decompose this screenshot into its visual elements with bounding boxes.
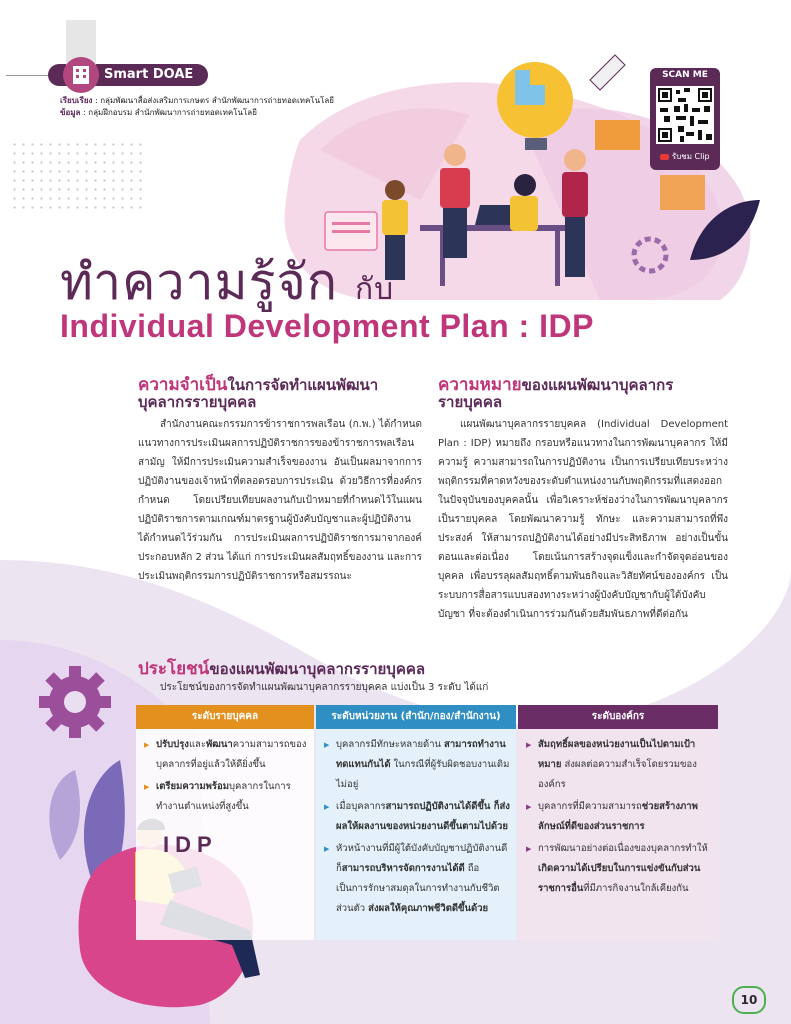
header-rule: [6, 75, 48, 76]
qr-code[interactable]: [656, 86, 714, 144]
list-item: ▶ เตรียมความพร้อมบุคลากรในการทำงานตำแหน่งที่สูงขึ้น: [144, 777, 308, 817]
section-meaning-title: [438, 377, 738, 411]
benefit-column-individual: [136, 705, 314, 940]
list-item: ▶ สัมฤทธิ์ผลของหน่วยงานเป็นไปตามเป้าหมาย ส่งผลต่อความสำเร็จโดยรวมขององค์กร: [526, 735, 712, 795]
play-icon: [660, 154, 669, 160]
title-rest: ของแผนพัฒนาบุคลากร: [521, 376, 674, 394]
title-small: กับ: [354, 272, 395, 307]
list-item: ▶ เมื่อบุคลากรสามารถปฏิบัติงานได้ดีขึ้น ก็ส่งผลให้ผลงานของหน่วยงานดีขึ้นตามไปด้วย: [324, 797, 510, 837]
dot-pattern: [10, 140, 145, 210]
column-body: [316, 729, 516, 927]
page-title-english: Individual Development Plan : IDP: [60, 308, 594, 344]
column-header: ระดับหน่วยงาน (สำนัก/กอง/สำนักงาน): [316, 705, 516, 729]
column-body: [136, 729, 314, 825]
section-need-body: สำนักงานคณะกรรมการข้าราชการพลเรือน (ก.พ.) ได้กำหนดแนวทางการประเมินผลการปฏิบัติราชการของข้าราชการพลเรือนสามัญ ให้มีการประเมินความสำเร็จของงาน อันเป็นผลมาจากการปฏิบัติงานของเจ้าหน้าที่ตลอดรอบการประเมิน ด้วยวิธีการที่องค์กรกำหนด โดยเปรียบเทียบผลงานกับเป้าหมายที่กำหนดไว้ในแผนปฏิบัติราชการตามเกณฑ์มาตรฐานผู้บังคับบัญชาและผู้ปฏิบัติงานได้กำหนดไว้ร่วมกัน การประเมินผลการปฏิบัติราชการมาจากองค์ประกอบหลัก 2 ส่วน ได้แก่ การประเมินผลสัมฤทธิ์ของงาน และการประเมินพฤติกรรมการปฏิบัติราชการหรือสมรรถนะ: [138, 419, 422, 582]
idp-label: IDP: [163, 832, 218, 857]
column-header: ระดับองค์กร: [518, 705, 718, 729]
scan-label: SCAN ME: [662, 70, 708, 80]
title-accent: ประโยชน์: [138, 659, 210, 679]
title-accent: ความจำเป็น: [138, 375, 228, 395]
list-item: ▶ บุคลากรที่มีความสามารถช่วยสร้างภาพลักษณ์ที่ดีของส่วนราชการ: [526, 797, 712, 837]
list-item: ▶ หัวหน้างานที่มีผู้ใต้บังคับบัญชาปฏิบัติงานดี ก็สามารถบริหารจัดการงานได้ดี ถือเป็นการรักษาสมดุลในการทำงานกับชีวิตส่วนตัว ส่งผลให้คุณภาพชีวิตดีขึ้นด้วย: [324, 839, 510, 919]
title-rest: ของแผนพัฒนาบุคลากรรายบุคคล: [209, 660, 426, 678]
column-body: [518, 729, 718, 907]
title-line2: รายบุคคล: [438, 393, 503, 411]
benefit-column-unit: [316, 705, 516, 940]
title-line2: บุคลากรรายบุคคล: [138, 393, 257, 411]
title-main: ทำความรู้จัก: [60, 253, 339, 311]
benefits-title: [138, 655, 425, 682]
clip-label: รับชม Clip: [671, 152, 710, 161]
list-item: ▶ บุคลากรมีทักษะหลายด้าน สามารถทำงานทดแทนกันได้ ในกรณีที่ผู้รับผิดชอบงานเดิมไม่อยู่: [324, 735, 510, 795]
credit-text: : กลุ่มฝึกอบรม สำนักพัฒนาการถ่ายทอดเทคโนโลยี: [83, 108, 257, 117]
credit-text: : กลุ่มพัฒนาสื่อส่งเสริมการเกษตร สำนักพัฒนาการถ่ายทอดเทคโนโลยี: [94, 96, 334, 105]
building-icon: [60, 20, 102, 96]
title-rest: ในการจัดทำแผนพัฒนา: [227, 376, 379, 394]
credits: [60, 95, 334, 119]
list-item: ▶ ปรับปรุงและพัฒนาความสามารถของบุคลากรที่อยู่แล้วให้ดียิ่งขึ้น: [144, 735, 308, 775]
title-accent: ความหมาย: [438, 375, 522, 395]
section-label: Smart DOAE: [104, 67, 194, 82]
page-number: 10: [732, 986, 766, 1014]
list-item: ▶ การพัฒนาอย่างต่อเนื่องของบุคลากรทำให้เกิดความได้เปรียบในการแข่งขันกับส่วนราชการอื่นที่มีภารกิจงานใกล้เคียงกัน: [526, 839, 712, 899]
benefit-column-organization: [518, 705, 718, 940]
column-header: ระดับรายบุคคล: [136, 705, 314, 729]
credit-label: ข้อมูล: [60, 108, 81, 117]
benefits-intro: ประโยชน์ของการจัดทำแผนพัฒนาบุคลากรรายบุคคล แบ่งเป็น 3 ระดับ ได้แก่: [160, 682, 489, 693]
section-need-title: [138, 377, 428, 411]
watch-clip-label[interactable]: [653, 150, 717, 163]
credit-label: เรียบเรียง: [60, 96, 93, 105]
section-meaning-body: แผนพัฒนาบุคลากรรายบุคคล (Individual Development Plan : IDP) หมายถึง กรอบหรือแนวทางในการพัฒนาบุคลากร ให้มีความรู้ ความสามารถในการปฏิบัติงาน เป็นการเปรียบเทียบระหว่างพฤติกรรมที่คาดหวังของระดับตำแหน่งงานกับพฤติกรรมที่แสดงออกในปัจจุบันของบุคคลนั้น เพื่อวิเคราะห์ช่องว่างในการพัฒนาบุคลากรเป็นรายบุคคล โดยพัฒนาความรู้ ทักษะ และความสามารถที่พึงประสงค์ ให้สามารถปฏิบัติงานได้อย่างมีประสิทธิภาพ อย่างเป็นขั้นตอนและต่อเนื่อง โดยเน้นการสร้างจุดแข็งและกำจัดจุดอ่อนของบุคคล เพื่อบรรลุผลสัมฤทธิ์ตามพันธกิจและวิสัยทัศน์ขององค์กร เป็นระบบการสื่อสารแบบสองทางระหว่างผู้บังคับบัญชากับผู้ใต้บังคับบัญชา ที่จะต้องดำเนินการร่วมกันด้วยสัมพันธภาพที่ดีต่อกัน: [438, 419, 728, 620]
